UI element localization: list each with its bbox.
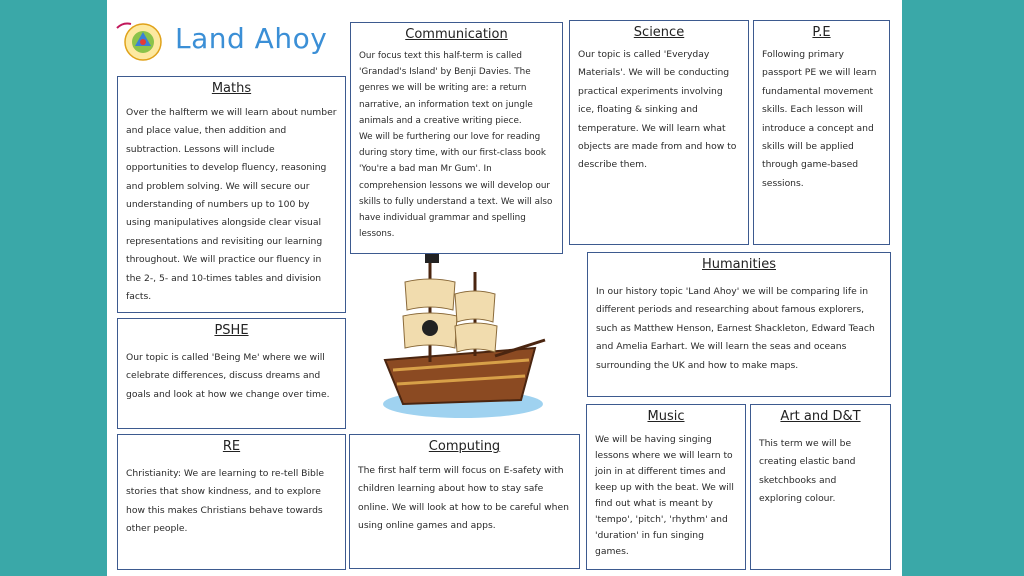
computing-text: The first half term will focus on E-safety with children learning about how to stay safe online. We will look at how to be careful when using online games and apps. [358, 465, 569, 532]
pirate-ship-image [375, 252, 551, 424]
pe-heading: P.E [812, 25, 831, 40]
art-panel [750, 404, 891, 570]
communication-panel [350, 22, 563, 254]
maths-heading: Maths [211, 81, 252, 96]
music-heading: Music [647, 409, 685, 424]
pe-panel [753, 20, 890, 245]
science-text: Our topic is called 'Everyday Materials'. We will be conducting practical experiments involving ice, floating & sinking and temperature. We will learn what objects are made from and how to describe them. [578, 49, 737, 171]
re-panel [117, 434, 346, 570]
maths-text: Over the halfterm we will learn about number and place value, then addition and subtraction. Lessons will include opportunities to develop fluency, reasoning and problem solving. We will secure our understanding of numbers up to 100 by using manipulatives alongside clear visual representations and revisiting our learning throughout. We will practice our fluency in the 2-, 5- and 10-times tables and division facts. [126, 107, 337, 303]
page-title: Land Ahoy [175, 22, 328, 55]
science-panel [569, 20, 749, 245]
music-text: We will be having singing lessons where we will learn to join in at different times and keep up with the beat. We will find out what is meant by 'tempo', 'pitch', 'rhythm' and 'duration' in fun singing games. [595, 434, 734, 557]
pshe-panel [117, 318, 346, 429]
pe-text: Following primary passport PE we will learn fundamental movement skills. Each lesson will introduce a concept and skills will be applied through game-based sessions. [762, 49, 877, 189]
art-text: This term we will be creating elastic band sketchbooks and exploring colour. [759, 438, 856, 505]
humanities-panel [587, 252, 891, 397]
art-heading: Art and D&T [780, 409, 861, 424]
maths-panel [117, 76, 346, 313]
re-text: Christianity: We are learning to re-tell Bible stories that show kindness, and to explore how this makes Christians behave towards other people. [126, 468, 325, 535]
humanities-heading: Humanities [702, 257, 776, 272]
pshe-text: Our topic is called 'Being Me' where we will celebrate differences, discuss dreams and goals and look at how we change over time. [126, 352, 330, 400]
humanities-text: In our history topic 'Land Ahoy' we will be comparing life in different periods and researching about famous explorers, such as Matthew Henson, Earnest Shackleton, Edward Teach and Amelia Earhart. We will learn the seas and oceans surrounding the UK and how to make maps. [596, 286, 875, 371]
science-heading: Science [633, 25, 685, 40]
computing-heading: Computing [428, 439, 501, 454]
computing-panel [349, 434, 580, 569]
music-panel [586, 404, 746, 570]
communication-text: Our focus text this half-term is called 'Grandad's Island' by Benji Davies. The genres we will be writing are: a return narrative, an information text on jungle animals and a creative writing piece. We will be furthering our love for reading during story time, with our first-class book 'You're a bad man Mr Gum'. In comprehension lessons we will develop our skills to fully understand a text. We will also have individual grammar and spelling lessons. [359, 51, 553, 240]
topic-web-page [107, 0, 902, 576]
school-logo-icon [113, 18, 165, 64]
communication-heading: Communication [405, 27, 508, 42]
re-heading: RE [222, 439, 241, 454]
pshe-heading: PSHE [214, 323, 249, 338]
